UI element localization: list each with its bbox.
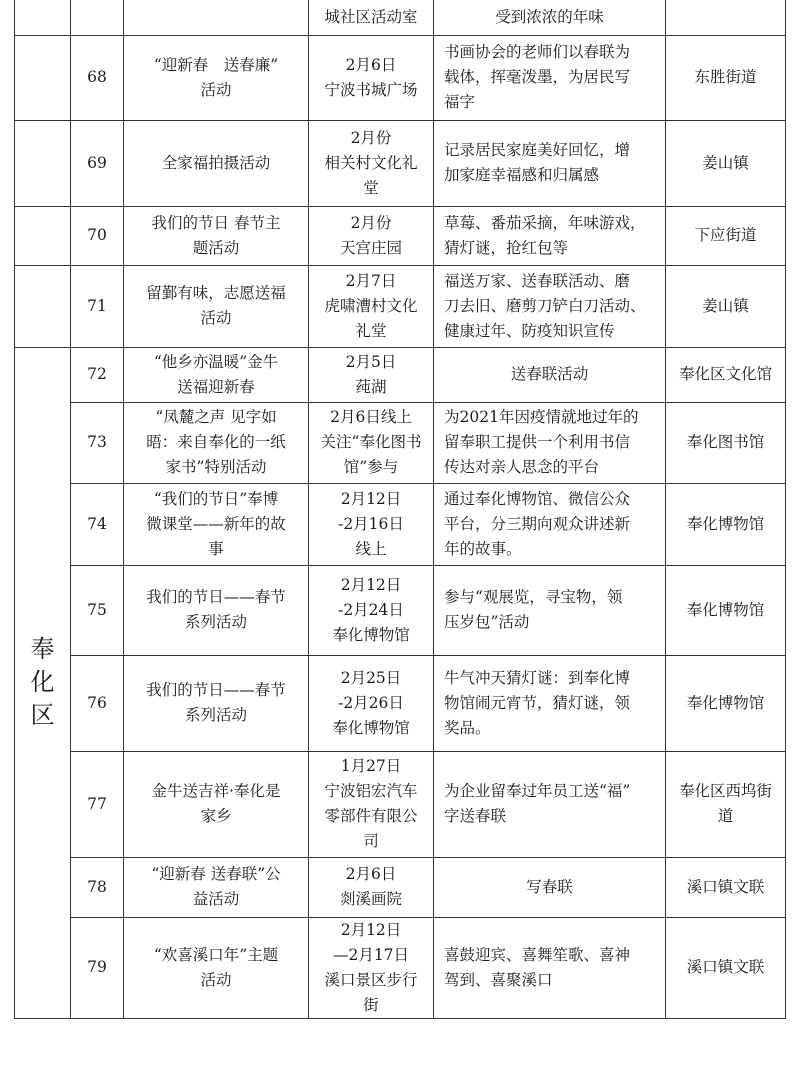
activity-name [124, 917, 309, 1018]
row-number: 75 [71, 565, 124, 655]
organizer: 奉化博物馆 [666, 483, 786, 565]
time-place [309, 565, 434, 655]
activity-name-line: 全家福拍摄活动 [161, 153, 271, 172]
activity-description-line: 福送万家、送春联活动、磨 [444, 271, 631, 290]
activity-description [434, 655, 666, 751]
time-place-cell [309, 0, 434, 35]
activity-description [434, 265, 666, 347]
time-place-line: —2月17日 [332, 945, 410, 964]
activities-table [14, 0, 786, 1019]
table-row [15, 206, 786, 265]
row-number: 79 [71, 917, 124, 1018]
activity-description-line: 草莓、番茄采摘，年味游戏， [444, 213, 646, 232]
activity-description-line: 载体，挥毫泼墨，为居民写 [444, 68, 631, 86]
activity-description-line: 驾到、喜聚溪口 [444, 970, 553, 989]
activity-name-line: “他乡亦温暖”金牛 [153, 352, 279, 371]
activity-description-line: 压岁包”活动 [444, 613, 530, 631]
activity-name-line: 晤：来自奉化的一纸 [146, 433, 286, 451]
activity-name-line: 我们的节日——春节 [146, 588, 286, 606]
time-place-line: 2月7日 [345, 271, 397, 290]
time-place [309, 265, 434, 347]
time-place-line: 2月6日 [345, 865, 397, 883]
activity-name [124, 655, 309, 751]
time-place-line: -2月26日 [338, 693, 404, 712]
time-place-line: 奉化博物馆 [332, 625, 410, 644]
activity-name-line: 我们的节日——春节 [146, 681, 286, 699]
activity-description-line: 牛气冲天猜灯谜：到奉化博 [444, 668, 631, 687]
activity-name-line: 家书”特别活动 [165, 458, 267, 476]
time-place-line: 莼湖 [355, 377, 387, 396]
table-row [15, 265, 786, 347]
time-place [309, 655, 434, 751]
time-place [309, 917, 434, 1018]
activity-description-line: 刀去旧、磨剪刀铲白刀活动、 [444, 296, 646, 315]
table-row [15, 857, 786, 917]
activity-description [434, 347, 666, 402]
activity-name-line: 活动 [200, 970, 232, 989]
time-place-line: 2月份 [350, 128, 392, 147]
activity-description-line: 传达对亲人思念的平台 [444, 458, 600, 476]
table-row [15, 565, 786, 655]
activity-name [124, 483, 309, 565]
organizer: 奉化图书馆 [666, 402, 786, 483]
time-place [309, 751, 434, 857]
time-place-line: 线上 [355, 539, 387, 558]
time-place [309, 483, 434, 565]
activity-description-line: 参与“观展览，寻宝物，领 [444, 588, 623, 606]
activity-name [124, 402, 309, 483]
time-place-line: 2月12日 [340, 920, 402, 939]
organizer: 溪口镇文联 [666, 857, 786, 917]
time-place [309, 120, 434, 206]
table-row [15, 917, 786, 1018]
time-place [309, 35, 434, 120]
district-label-char: 奉 [30, 635, 55, 663]
time-place-cell-line: 城社区活动室 [324, 7, 418, 26]
activity-name-line: 事 [208, 539, 224, 558]
organizer: 东胜街道 [666, 35, 786, 120]
time-place-line: 奉化博物馆 [332, 718, 410, 737]
activity-name-line: 微课堂——新年的故 [146, 514, 286, 533]
organizer: 下应街道 [666, 206, 786, 265]
activity-name-line: “凤麓之声 见字如 [155, 408, 277, 426]
activity-name [124, 565, 309, 655]
activity-description [434, 120, 666, 206]
time-place [309, 206, 434, 265]
activity-description-line: 喜鼓迎宾、喜舞笙歌、喜神 [444, 945, 631, 964]
table-row [15, 402, 786, 483]
activity-description [434, 483, 666, 565]
row-number: 73 [71, 402, 124, 483]
description-cell [434, 0, 666, 35]
time-place-line: 馆”参与 [343, 458, 399, 476]
table-row [15, 347, 786, 402]
organizer: 奉化区西坞街道 [666, 751, 786, 857]
row-number: 70 [71, 206, 124, 265]
table-row [15, 483, 786, 565]
activity-description-line: 字送春联 [444, 807, 507, 825]
district-cell [15, 0, 71, 35]
activity-name-line: “欢喜溪口年”主题 [153, 945, 279, 964]
activity-description-line: 留奉职工提供一个利用书信 [444, 433, 631, 451]
activity-description [434, 565, 666, 655]
activity-name [124, 265, 309, 347]
activity-name-line: 系列活动 [184, 706, 247, 724]
organizer: 溪口镇文联 [666, 917, 786, 1018]
time-place-line: 司 [363, 832, 379, 850]
activity-description [434, 35, 666, 120]
activity-name-line: 我们的节日 春节主 [151, 213, 281, 232]
time-place-line: 零部件有限公 [324, 807, 418, 825]
organizer: 姜山镇 [666, 120, 786, 206]
time-place [309, 347, 434, 402]
activity-description [434, 402, 666, 483]
district-cell [15, 120, 71, 206]
activity-name-line: 益活动 [192, 890, 240, 908]
time-place-line: 2月5日 [345, 352, 397, 371]
time-place [309, 857, 434, 917]
activity-description-line: 书画协会的老师们以春联为 [444, 43, 631, 61]
activity-description-line: 福字 [444, 93, 476, 111]
table-row [15, 655, 786, 751]
district-label-char: 化 [30, 668, 55, 696]
activity-description-line: 物馆闹元宵节，猜灯谜，领 [444, 693, 631, 712]
activity-description-line: 加家庭幸福感和归属感 [444, 166, 600, 184]
district-label-char: 区 [30, 701, 55, 729]
organizer: 奉化区文化馆 [666, 347, 786, 402]
organizer: 奉化博物馆 [666, 655, 786, 751]
activity-name [124, 120, 309, 206]
activity-description-line: 为2021年因疫情就地过年的 [444, 408, 639, 426]
time-place-line: 街 [363, 995, 379, 1014]
activity-name-line: 家乡 [200, 807, 232, 825]
row-number: 69 [71, 120, 124, 206]
activity-description-line: 年的故事。 [444, 539, 522, 558]
time-place-line: 剡溪画院 [339, 890, 402, 908]
organizer-cell [666, 0, 786, 35]
activity-description [434, 751, 666, 857]
number-cell [71, 0, 124, 35]
time-place-line: 2月6日 [345, 55, 397, 74]
district-cell [15, 265, 71, 347]
activity-description-line: 健康过年、防疫知识宣传 [444, 321, 615, 340]
row-number: 72 [71, 347, 124, 402]
activity-description [434, 206, 666, 265]
table-row [15, 35, 786, 120]
time-place-line: 关注“奉化图书 [320, 433, 422, 451]
time-place-line: 宁波书城广场 [324, 80, 418, 99]
row-number: 68 [71, 35, 124, 120]
activity-name-line: 留鄞有味，志愿送福 [146, 284, 286, 302]
activity-description-line: 平台，分三期向观众讲述新 [444, 514, 631, 533]
activity-name-line: “我们的节日”奉博 [153, 489, 279, 508]
activity-description-line: 猜灯谜，抢红包等 [444, 238, 569, 257]
activity-description-line: 送春联活动 [510, 365, 589, 383]
activity-name-line: 题活动 [192, 238, 240, 257]
table-row [15, 0, 786, 35]
time-place [309, 402, 434, 483]
table-row [15, 751, 786, 857]
activity-name [124, 857, 309, 917]
time-place-line: 2月12日 [340, 489, 402, 508]
time-place-line: 礼堂 [355, 321, 387, 340]
activity-name [124, 751, 309, 857]
activity-name [124, 35, 309, 120]
time-place-line: 堂 [363, 178, 379, 197]
activity-description [434, 917, 666, 1018]
time-place-line: 相关村文化礼 [324, 153, 418, 172]
time-place-line: 虎啸漕村文化 [324, 296, 418, 315]
activity-description-line: 通过奉化博物馆、微信公众 [444, 489, 631, 508]
time-place-line: 2月份 [350, 213, 392, 232]
district-cell [15, 206, 71, 265]
time-place-line: 2月6日线上 [330, 408, 412, 426]
district-cell [15, 35, 71, 120]
activity-name-line: “迎新春 送春联”公 [151, 865, 281, 883]
activity-name [124, 347, 309, 402]
activity-name-line: 金牛送吉祥·奉化是 [151, 782, 281, 800]
activity-description [434, 857, 666, 917]
district-label [15, 347, 71, 1018]
activity-description-line: 记录居民家庭美好回忆，增 [444, 141, 631, 159]
activity-name-line: 送福迎新春 [177, 377, 255, 396]
time-place-line: 天宫庄园 [339, 238, 402, 257]
time-place-line: 宁波铝宏汽车 [324, 782, 418, 800]
time-place-line: 2月25日 [340, 668, 402, 687]
row-number: 74 [71, 483, 124, 565]
activity-name-cell [124, 0, 309, 35]
activity-name-line: 活动 [200, 80, 232, 99]
description-cell-line: 受到浓浓的年味 [495, 7, 604, 26]
row-number: 71 [71, 265, 124, 347]
activity-name-line: 系列活动 [184, 613, 247, 631]
row-number: 77 [71, 751, 124, 857]
activity-name [124, 206, 309, 265]
activity-name-line: “迎新春 送春廉” [153, 55, 279, 74]
organizer: 奉化博物馆 [666, 565, 786, 655]
time-place-line: 2月12日 [340, 575, 402, 594]
time-place-line: -2月16日 [338, 514, 404, 533]
row-number: 78 [71, 857, 124, 917]
row-number: 76 [71, 655, 124, 751]
organizer: 姜山镇 [666, 265, 786, 347]
time-place-line: -2月24日 [338, 600, 404, 619]
activity-name-line: 活动 [200, 309, 232, 327]
table-row [15, 120, 786, 206]
time-place-line: 溪口景区步行 [324, 970, 418, 989]
activity-description-line: 为企业留奉过年员工送“福” [444, 782, 631, 800]
activity-description-line: 奖品。 [444, 718, 491, 737]
activity-description-line: 写春联 [526, 877, 573, 896]
time-place-line: 1月27日 [340, 757, 402, 775]
